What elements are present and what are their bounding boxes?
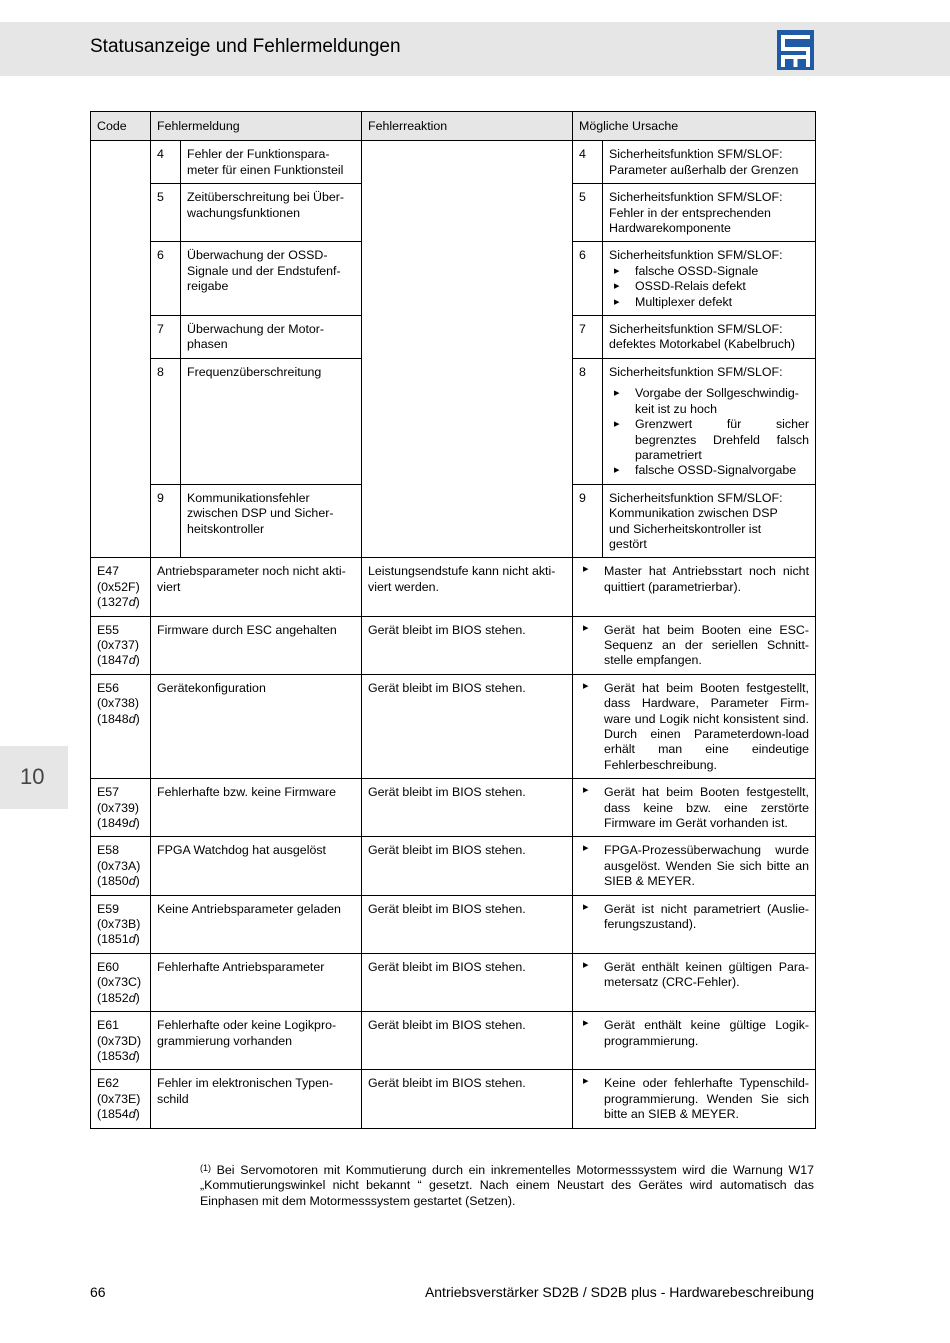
error-table-body bbox=[91, 112, 816, 1129]
error-code-dec-suffix: d bbox=[128, 816, 136, 831]
error-code-hex: (0x73B) bbox=[97, 917, 141, 932]
sub-number: 9 bbox=[151, 484, 181, 558]
error-code: E62 bbox=[97, 1076, 120, 1091]
error-cause: ▸ Keine oder fehlerhafte Typenschild-programmierung. Wenden Sie sich bitte an SIEB & MEYER. bbox=[573, 1070, 816, 1128]
table-row bbox=[91, 953, 816, 1011]
code-cell bbox=[91, 1012, 151, 1070]
sub-cause-number: 6 bbox=[573, 242, 603, 316]
error-message: Fehlerhafte bzw. keine Firmware bbox=[151, 779, 362, 837]
error-code-dec: (1847 bbox=[97, 653, 129, 668]
error-code-dec: (1849 bbox=[97, 816, 129, 831]
sieb-meyer-logo-icon bbox=[777, 30, 814, 70]
error-cause: ▸ Gerät hat beim Booten eine ESC-Sequenz an der seriellen Schnitt-stelle empfangen. bbox=[573, 616, 816, 674]
sub-cause bbox=[603, 316, 816, 359]
error-code-hex: (0x73E) bbox=[97, 1091, 141, 1106]
error-reaction: Gerät bleibt im BIOS stehen. bbox=[362, 779, 573, 837]
error-reaction: Gerät bleibt im BIOS stehen. bbox=[362, 616, 573, 674]
sub-number: 8 bbox=[151, 358, 181, 484]
error-code-dec: (1327 bbox=[97, 595, 129, 610]
code-cell bbox=[91, 895, 151, 953]
sub-cause bbox=[603, 484, 816, 558]
table-row bbox=[91, 779, 816, 837]
code-cell bbox=[91, 674, 151, 778]
error-message: Gerätekonfiguration bbox=[151, 674, 362, 778]
error-code-dec-close: ) bbox=[135, 1048, 140, 1063]
error-code: E57 bbox=[97, 785, 120, 800]
document-title: Antriebsverstärker SD2B / SD2B plus - Hardwarebeschreibung bbox=[424, 1284, 814, 1300]
error-code-dec-close: ) bbox=[135, 816, 140, 831]
table-row bbox=[91, 558, 816, 616]
error-code-dec-suffix: d bbox=[128, 711, 136, 726]
sub-message: Fehler der Funktionspara- meter für einen Funktionsteil bbox=[181, 141, 362, 184]
error-code-dec-suffix: d bbox=[128, 1048, 136, 1063]
error-cause: ▸ Gerät enthält keinen gültigen Para-metersatz (CRC-Fehler). bbox=[573, 953, 816, 1011]
error-cause: ▸ FPGA-Prozessüberwachung wurde ausgelöst. Wenden Sie sich bitte an SIEB & MEYER. bbox=[573, 837, 816, 895]
sub-message: Überwachung der OSSD- Signale und der Endstufenf- reigabe bbox=[181, 242, 362, 316]
sub-cause-text: Sicherheitsfunktion SFM/SLOF: bbox=[609, 248, 783, 263]
error-reaction: Gerät bleibt im BIOS stehen. bbox=[362, 1012, 573, 1070]
page-title: Statusanzeige und Fehlermeldungen bbox=[90, 36, 401, 57]
footnote-marker: (1) bbox=[200, 1163, 211, 1173]
cause-bullet-list bbox=[609, 386, 809, 478]
cause-bullet: ▸ OSSD-Relais defekt bbox=[609, 279, 809, 294]
page-number: 66 bbox=[90, 1284, 106, 1300]
code-cell-empty bbox=[91, 141, 151, 558]
column-header: Mögliche Ursache bbox=[573, 112, 816, 141]
error-cause: ▸ Gerät hat beim Booten festgestellt, dass keine bzw. eine zerstörte Firmware im Gerät vorhanden ist. bbox=[573, 779, 816, 837]
chapter-tab bbox=[0, 746, 68, 809]
error-code-dec: (1851 bbox=[97, 932, 129, 947]
error-code-dec-close: ) bbox=[135, 653, 140, 668]
sub-cause-number: 5 bbox=[573, 184, 603, 242]
error-code-hex: (0x739) bbox=[97, 800, 140, 815]
error-code: E61 bbox=[97, 1018, 120, 1033]
sub-number: 6 bbox=[151, 242, 181, 316]
error-reaction: Gerät bleibt im BIOS stehen. bbox=[362, 953, 573, 1011]
error-code-dec-suffix: d bbox=[128, 990, 136, 1005]
sub-cause-text: Sicherheitsfunktion SFM/SLOF: Kommunikation zwischen DSP und Sicherheitskontroller ist gestört bbox=[609, 490, 783, 551]
error-code: E58 bbox=[97, 843, 120, 858]
error-code-dec-close: ) bbox=[135, 1107, 140, 1122]
cause-bullet: ▸ Vorgabe der Sollgeschwindig- keit ist zu hoch bbox=[609, 386, 809, 417]
error-reaction: Gerät bleibt im BIOS stehen. bbox=[362, 1070, 573, 1128]
error-code-hex: (0x52F) bbox=[97, 579, 140, 594]
reaction-cell-empty bbox=[362, 141, 573, 558]
error-code: E56 bbox=[97, 680, 120, 695]
error-code-dec-suffix: d bbox=[128, 932, 136, 947]
error-code-dec: (1853 bbox=[97, 1048, 129, 1063]
error-code-dec-close: ) bbox=[135, 932, 140, 947]
sub-cause bbox=[603, 358, 816, 484]
code-cell bbox=[91, 616, 151, 674]
sub-cause-text: Sicherheitsfunktion SFM/SLOF: Fehler in der entsprechenden Hardwarekomponente bbox=[609, 190, 783, 236]
sub-cause-text: Sicherheitsfunktion SFM/SLOF: bbox=[609, 364, 783, 379]
table-header-row bbox=[91, 112, 816, 141]
error-code-hex: (0x73A) bbox=[97, 858, 141, 873]
sub-number: 5 bbox=[151, 184, 181, 242]
code-cell bbox=[91, 779, 151, 837]
sub-number: 7 bbox=[151, 316, 181, 359]
error-code-dec-suffix: d bbox=[128, 653, 136, 668]
footnote-text: Bei Servomotoren mit Kommutierung durch ein inkrementelles Motormesssystem wird die Warnung W17 „Kommutierungswinkel nicht bekannt “ gesetzt. Nach einem Neustart des Gerätes wird automatisch das Einphasen mit dem Motormesssystem gestartet (Setzen). bbox=[200, 1163, 814, 1208]
error-reaction: Leistungsendstufe kann nicht akti- viert werden. bbox=[362, 558, 573, 616]
error-message: FPGA Watchdog hat ausgelöst bbox=[151, 837, 362, 895]
error-code: E55 bbox=[97, 622, 120, 637]
error-cause: ▸ Gerät hat beim Booten festgestellt, dass Hardware, Parameter Firm-ware und Logik nicht konsistent sind. Durch einen Parameterdown-load erhält man eine eindeutige Fehlerbeschreibung. bbox=[573, 674, 816, 778]
table-row bbox=[91, 1070, 816, 1128]
error-code: E60 bbox=[97, 959, 120, 974]
error-code-hex: (0x73D) bbox=[97, 1033, 142, 1048]
cause-bullet-list bbox=[609, 264, 809, 310]
code-cell bbox=[91, 1070, 151, 1128]
cause-bullet: ▸ falsche OSSD-Signalvorgabe bbox=[609, 463, 809, 478]
sub-cause-number: 7 bbox=[573, 316, 603, 359]
error-code-dec: (1850 bbox=[97, 874, 129, 889]
error-code-hex: (0x73C) bbox=[97, 975, 142, 990]
column-header: Code bbox=[91, 112, 151, 141]
error-code-dec-suffix: d bbox=[128, 1107, 136, 1122]
code-cell bbox=[91, 837, 151, 895]
error-table bbox=[90, 111, 816, 1129]
error-code-hex: (0x738) bbox=[97, 696, 140, 711]
error-reaction: Gerät bleibt im BIOS stehen. bbox=[362, 837, 573, 895]
error-code: E47 bbox=[97, 564, 120, 579]
sub-cause-number: 8 bbox=[573, 358, 603, 484]
code-cell bbox=[91, 953, 151, 1011]
error-code-dec: (1852 bbox=[97, 990, 129, 1005]
error-code-dec-suffix: d bbox=[128, 874, 136, 889]
error-message: Fehlerhafte oder keine Logikpro- grammierung vorhanden bbox=[151, 1012, 362, 1070]
table-row bbox=[91, 895, 816, 953]
error-message: Fehler im elektronischen Typen- schild bbox=[151, 1070, 362, 1128]
sub-cause-text: Sicherheitsfunktion SFM/SLOF: defektes Motorkabel (Kabelbruch) bbox=[609, 322, 795, 352]
error-code: E59 bbox=[97, 901, 120, 916]
sub-message: Kommunikationsfehler zwischen DSP und Sicher- heitskontroller bbox=[181, 484, 362, 558]
table-row bbox=[91, 1012, 816, 1070]
error-cause: ▸ Gerät enthält keine gültige Logik-programmierung. bbox=[573, 1012, 816, 1070]
table-row bbox=[91, 616, 816, 674]
error-reaction: Gerät bleibt im BIOS stehen. bbox=[362, 674, 573, 778]
code-cell bbox=[91, 558, 151, 616]
chapter-number: 10 bbox=[20, 764, 45, 789]
error-code-hex: (0x737) bbox=[97, 637, 140, 652]
error-code-dec-close: ) bbox=[135, 874, 140, 889]
sub-cause-text: Sicherheitsfunktion SFM/SLOF: Parameter außerhalb der Grenzen bbox=[609, 147, 799, 177]
error-message: Keine Antriebsparameter geladen bbox=[151, 895, 362, 953]
error-cause: ▸ Master hat Antriebsstart noch nicht quittiert (parametrierbar). bbox=[573, 558, 816, 616]
sub-cause-number: 9 bbox=[573, 484, 603, 558]
error-code-dec-suffix: d bbox=[128, 595, 136, 610]
sub-cause bbox=[603, 184, 816, 242]
cause-bullet: ▸ Grenzwert für sicher begrenztes Drehfeld falsch parametriert bbox=[609, 417, 809, 463]
sub-cause bbox=[603, 242, 816, 316]
sub-message: Zeitüberschreitung bei Über- wachungsfunktionen bbox=[181, 184, 362, 242]
error-message: Fehlerhafte Antriebsparameter bbox=[151, 953, 362, 1011]
sub-cause-number: 4 bbox=[573, 141, 603, 184]
table-row bbox=[91, 837, 816, 895]
error-code-dec: (1854 bbox=[97, 1107, 129, 1122]
error-code-dec-close: ) bbox=[135, 595, 140, 610]
cause-bullet: ▸ falsche OSSD-Signale bbox=[609, 264, 809, 279]
sub-message: Überwachung der Motor- phasen bbox=[181, 316, 362, 359]
sub-cause bbox=[603, 141, 816, 184]
error-message: Antriebsparameter noch nicht akti- viert bbox=[151, 558, 362, 616]
column-header: Fehlerreaktion bbox=[362, 112, 573, 141]
sub-row bbox=[91, 141, 816, 184]
error-code-dec: (1848 bbox=[97, 711, 129, 726]
sub-number: 4 bbox=[151, 141, 181, 184]
error-cause: ▸ Gerät ist nicht parametriert (Auslie-ferungszustand). bbox=[573, 895, 816, 953]
footnote bbox=[200, 1163, 814, 1209]
sub-message: Frequenzüberschreitung bbox=[181, 358, 362, 484]
error-code-dec-close: ) bbox=[135, 990, 140, 1005]
error-message: Firmware durch ESC angehalten bbox=[151, 616, 362, 674]
page-header bbox=[0, 22, 950, 76]
table-row bbox=[91, 674, 816, 778]
column-header: Fehlermeldung bbox=[151, 112, 362, 141]
error-reaction: Gerät bleibt im BIOS stehen. bbox=[362, 895, 573, 953]
cause-bullet: ▸ Multiplexer defekt bbox=[609, 295, 809, 310]
error-code-dec-close: ) bbox=[135, 711, 140, 726]
